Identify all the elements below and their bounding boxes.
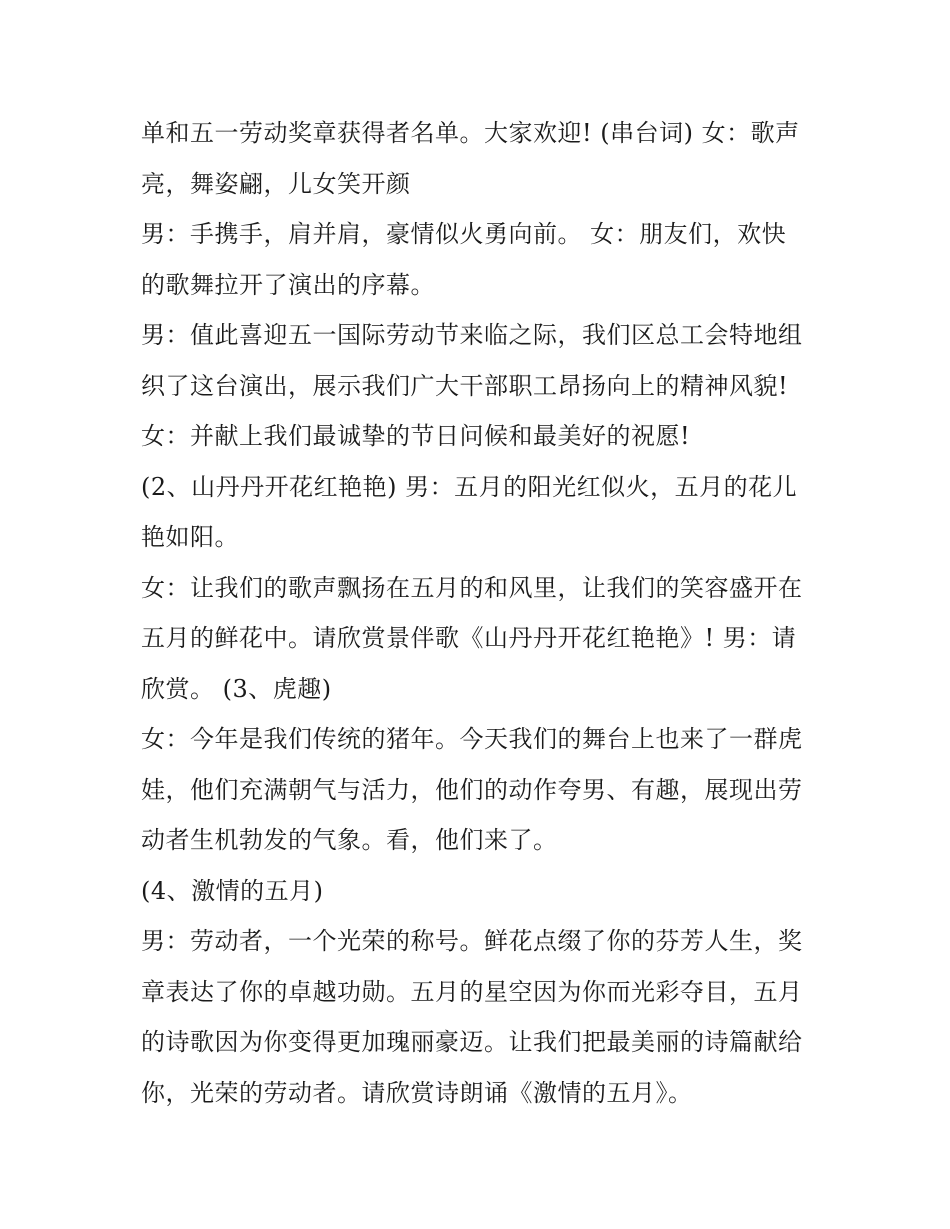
text-line: 女：让我们的歌声飘扬在五月的和风里，让我们的笑容盛开在 bbox=[141, 573, 803, 602]
text-line: 织了这台演出，展示我们广大干部职工昂扬向上的精神风貌! bbox=[141, 371, 789, 400]
document-body bbox=[141, 108, 821, 1118]
text-line: 男：劳动者，一个光荣的称号。鲜花点缀了你的芬芳人生，奖 bbox=[141, 927, 803, 955]
text-line: 的歌舞拉开了演出的序幕。 bbox=[141, 270, 435, 299]
text-line: 亮，舞姿翩，儿女笑开颜 bbox=[141, 169, 411, 198]
text-line: 男：值此喜迎五一国际劳动节来临之际，我们区总工会特地组 bbox=[141, 321, 803, 349]
text-line: 欣赏。 (3、虎趣) bbox=[141, 674, 332, 703]
text-line: 女：今年是我们传统的猪年。今天我们的舞台上也来了一群虎 bbox=[141, 725, 803, 753]
text-line: (4、激情的五月) bbox=[141, 876, 324, 905]
text-line: 章表达了你的卓越功勋。五月的星空因为你而光彩夺目，五月 bbox=[141, 977, 803, 1006]
text-line: (2、山丹丹开花红艳艳) 男：五月的阳光红似火，五月的花儿 bbox=[141, 472, 798, 501]
text-line: 动者生机勃发的气象。看，他们来了。 bbox=[141, 826, 558, 854]
text-line: 五月的鲜花中。请欣赏景伴歌《山丹丹开花红艳艳》! 男：请 bbox=[141, 624, 797, 652]
text-line: 你，光荣的劳动者。请欣赏诗朗诵《激情的五月》。 bbox=[141, 1078, 693, 1107]
text-line: 的诗歌因为你变得更加瑰丽豪迈。让我们把最美丽的诗篇献给 bbox=[141, 1028, 803, 1056]
text-line: 单和五一劳动奖章获得者名单。大家欢迎! (串台词) 女：歌声 bbox=[141, 119, 800, 147]
text-line: 男：手携手，肩并肩，豪情似火勇向前。 女：朋友们，欢快 bbox=[141, 220, 787, 248]
text-line: 女：并献上我们最诚挚的节日问候和最美好的祝愿! bbox=[141, 422, 691, 450]
text-line: 娃，他们充满朝气与活力，他们的动作夸男、有趣，展现出劳 bbox=[141, 775, 803, 804]
text-line: 艳如阳。 bbox=[141, 523, 239, 551]
